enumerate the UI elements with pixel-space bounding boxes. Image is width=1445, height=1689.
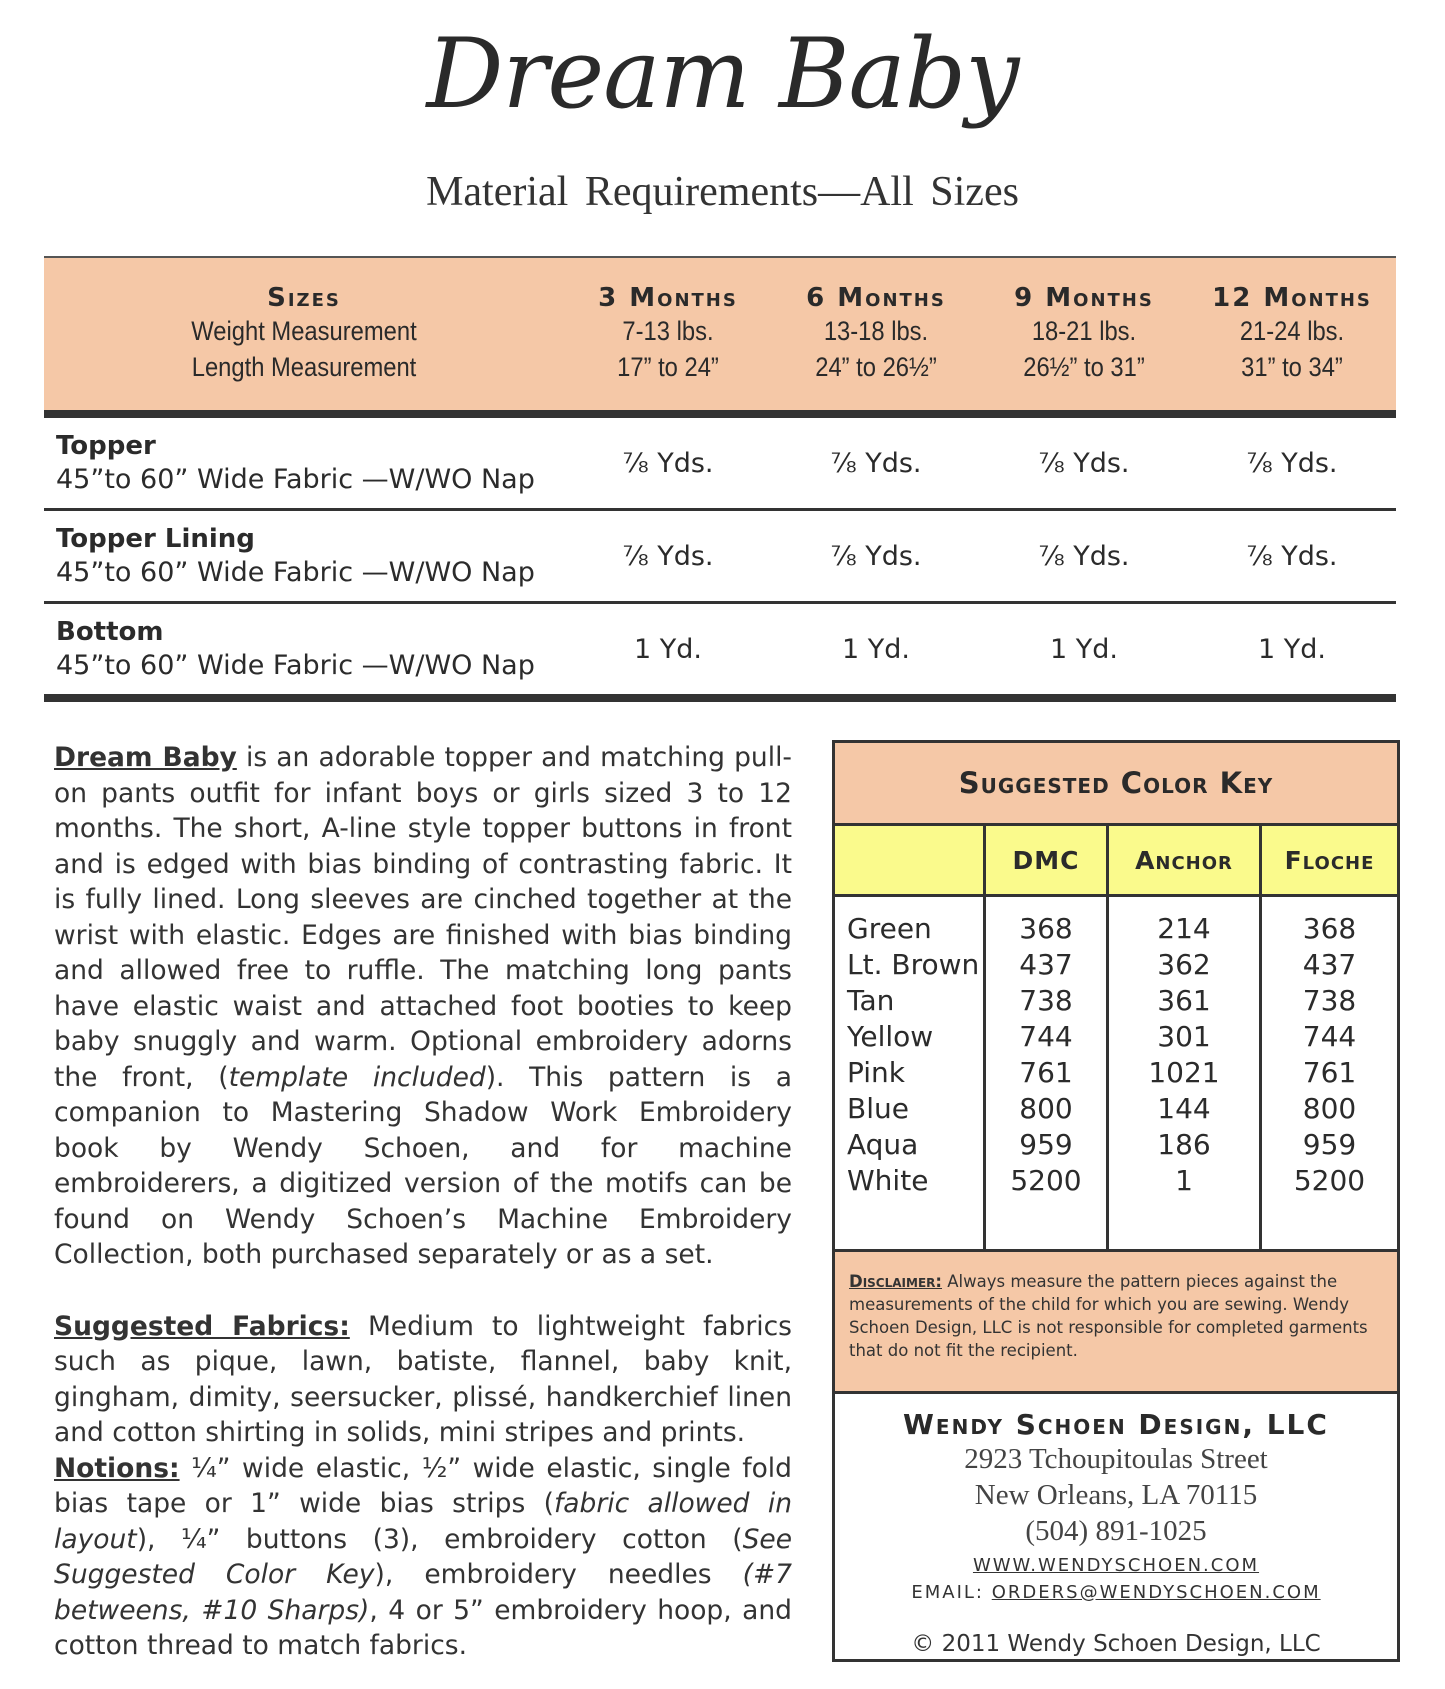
disclaimer-label: Disclaimer: [849,1272,942,1291]
floche-number: 761 [1302,1056,1357,1089]
notions-text: ), embroidery needles [374,1559,743,1590]
yardage-cell: ⅞ Yds. [564,510,772,603]
page-subtitle: Material Requirements—All Sizes [426,169,1019,215]
color-name: Lt. Brown [847,948,980,981]
copyright: © 2011 Wendy Schoen Design, LLC [911,1631,1321,1657]
size-name: 9 Months [1014,283,1154,313]
size-header-row [44,257,1396,414]
size-name: 6 Months [806,283,946,313]
yardage-cell: 1 Yd. [1188,603,1396,699]
product-name: Dream Baby [54,742,237,773]
anchor-number: 186 [1157,1128,1211,1161]
notions-text-italic: See Suggested Color Key [54,1523,792,1590]
color-key-body-row [835,896,1397,1251]
color-name: Blue [847,1092,909,1125]
fabrics-label: Suggested Fabrics: [54,1310,350,1342]
column-header-anchor: Anchor [1108,826,1261,896]
disclaimer [835,1252,1397,1394]
size-weight: 7-13 lbs. [622,316,714,346]
dmc-number: 761 [1019,1056,1073,1089]
yardage-cell: ⅞ Yds. [772,510,980,603]
yardage-cell: ⅞ Yds. [564,414,772,510]
size-name: 12 Months [1212,283,1372,313]
yardage-cell: ⅞ Yds. [980,414,1188,510]
length-measurement-label: Length Measurement [191,352,417,382]
notions-text-italic: fabric allowed in layout [54,1488,792,1555]
color-key-panel [832,740,1400,1662]
notions-text: ), ¼” buttons (3), embroidery cotton ( [136,1523,743,1555]
dmc-number: 800 [1019,1092,1073,1125]
color-name: White [847,1164,929,1197]
size-name: 3 Months [598,283,738,313]
size-column-9-months [980,257,1188,414]
email-link[interactable]: ORDERS@WENDYSCHOEN.COM [991,1582,1321,1603]
color-name: Green [847,912,932,945]
floche-column [1261,896,1398,1251]
color-name: Pink [847,1056,906,1089]
disclaimer-text: Always measure the pattern pieces against the measurements of the child for which you are sewing. Wendy Schoen Design, LLC is not responsible for completed garments that do not fit the recipient. [849,1272,1368,1360]
color-key-header-blank [835,826,985,896]
notions-text: ¼” wide elastic, ½” wide elastic, single fold bias tape or 1” wide bias strips ( [54,1452,792,1519]
notions-text-italic: (#7 betweens, #10 Sharps) [54,1559,793,1626]
size-column-3-months [564,257,772,414]
size-weight: 21-24 lbs. [1239,316,1345,346]
table-row-topper [44,414,1396,510]
color-name: Yellow [847,1020,934,1053]
floche-number: 5200 [1293,1164,1366,1197]
yardage-cell: 1 Yd. [564,603,772,699]
notions-paragraph [54,1451,792,1664]
size-length: 24” to 26½” [815,352,937,382]
website-link[interactable]: WWW.WENDYSCHOEN.COM [972,1555,1260,1576]
color-name: Aqua [847,1128,919,1161]
description-column [54,740,792,1664]
fabric-name: Topper Lining [56,524,255,554]
yardage-cell: ⅞ Yds. [980,510,1188,603]
size-weight: 13-18 lbs. [823,316,929,346]
size-length: 26½” to 31” [1023,352,1145,382]
floche-number: 738 [1302,984,1357,1017]
description-paragraph [54,740,792,1273]
anchor-number: 1 [1175,1164,1193,1197]
yardage-cell: ⅞ Yds. [1188,510,1396,603]
dmc-number: 5200 [1010,1164,1082,1197]
fabric-description: 45”to 60” Wide Fabric —W/WO Nap [56,557,535,588]
description-text-italic: template included [228,1061,486,1093]
anchor-column [1108,896,1261,1251]
email-line [835,1582,1397,1603]
contact-block [835,1394,1397,1657]
size-length: 31” to 34” [1241,352,1343,382]
page-title: Dream Baby [426,18,1019,130]
dmc-number: 959 [1019,1128,1073,1161]
floche-number: 437 [1302,948,1357,981]
dmc-number: 744 [1019,1020,1073,1053]
material-requirements-table [44,256,1396,702]
street-address: 2923 Tchoupitoulas Street [964,1443,1268,1475]
floche-number: 959 [1302,1128,1357,1161]
company-name: Wendy Schoen Design, LLC [903,1408,1329,1441]
floche-number: 368 [1302,912,1357,945]
column-header-floche: Floche [1261,826,1398,896]
size-column-12-months [1188,257,1396,414]
anchor-number: 361 [1157,984,1211,1017]
weight-measurement-label: Weight Measurement [191,316,417,346]
yardage-cell: ⅞ Yds. [772,414,980,510]
color-key-header-row [835,826,1397,896]
notions-label: Notions: [54,1452,180,1484]
size-weight: 18-21 lbs. [1031,316,1137,346]
notions-text: , 4 or 5” embroidery hoop, and cotton thread to match fabrics. [54,1594,792,1661]
fabric-name: Bottom [56,617,164,647]
color-name: Tan [847,984,895,1017]
table-row-topper-lining [44,510,1396,603]
size-length: 17” to 24” [617,352,719,382]
fabric-description: 45”to 60” Wide Fabric —W/WO Nap [56,464,535,495]
sizes-heading: Sizes [267,283,341,313]
fabric-description: 45”to 60” Wide Fabric —W/WO Nap [56,650,535,681]
dmc-number: 368 [1019,912,1073,945]
phone-number: (504) 891-1025 [1025,1515,1207,1547]
yardage-cell: ⅞ Yds. [1188,414,1396,510]
yardage-cell: 1 Yd. [772,603,980,699]
row-label [44,603,564,699]
dmc-number: 437 [1019,948,1073,981]
color-names-column [835,896,985,1251]
fabrics-paragraph [54,1309,792,1451]
dmc-number: 738 [1019,984,1073,1017]
floche-number: 800 [1302,1092,1357,1125]
size-column-6-months [772,257,980,414]
row-label [44,510,564,603]
yardage-cell: 1 Yd. [980,603,1188,699]
table-row-bottom [44,603,1396,699]
color-key-table [835,826,1397,1252]
description-text: ). This pattern is a companion to Mastering Shadow Work Embroidery book by Wendy Schoen, and for machine embroiderers, a digitized version of the motifs can be found on Wendy Schoen’s Machine Embroidery Collection, both purchased separately or as a set. [54,1061,792,1270]
anchor-number: 144 [1157,1092,1211,1125]
row-label [44,414,564,510]
anchor-number: 362 [1157,948,1211,981]
anchor-number: 301 [1157,1020,1211,1053]
email-label: EMAIL: [911,1582,984,1603]
column-header-dmc: DMC [985,826,1108,896]
fabric-name: Topper [56,431,156,461]
description-text: is an adorable topper and matching pull-on pants outfit for infant boys or girls sized 3 to 12 months. The short, A-line style topper buttons in front and is edged with bias binding of contrasting fabric. It is fully lined. Long sleeves are cinched together at the wrist with elastic. Edges are finished with bias binding and allowed free to ruffle. The matching long pants have elastic waist and attached foot booties to keep baby snuggly and warm. Optional embroidery adorns the front, ( [54,742,792,1093]
size-label-cell [44,257,564,414]
fabrics-text: Medium to lightweight fabrics such as pique, lawn, batiste, flannel, baby knit, gingham, dimity, seersucker, plissé, handkerchief linen and cotton shirting in solids, mini stripes and prints. [54,1310,792,1448]
floche-number: 744 [1302,1020,1357,1053]
anchor-number: 214 [1157,912,1211,945]
dmc-column [985,896,1108,1251]
color-key-title: Suggested Color Key [835,743,1397,826]
anchor-number: 1021 [1148,1056,1220,1089]
city-state-zip: New Orleans, LA 70115 [974,1479,1258,1511]
